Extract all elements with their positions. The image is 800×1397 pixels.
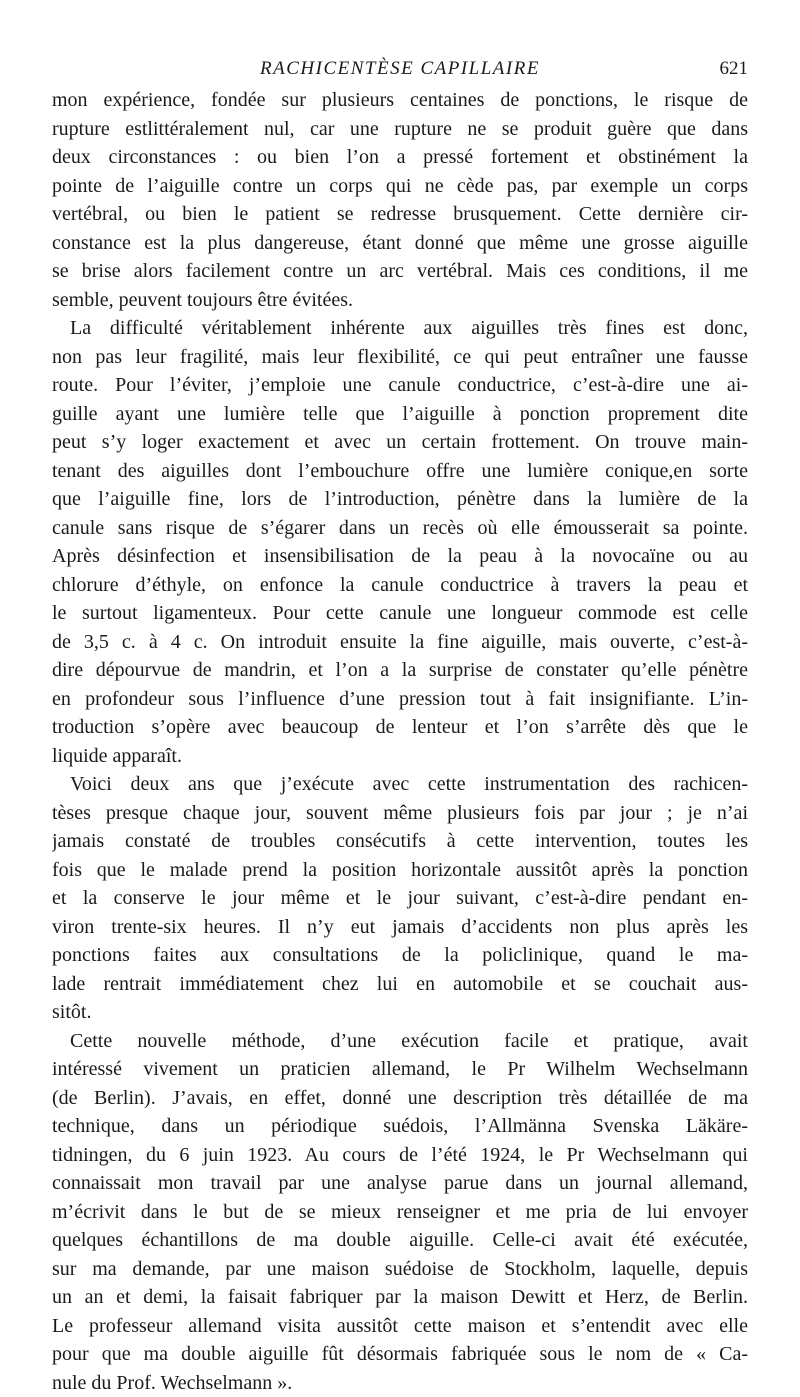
text-line: se brise alors facilement contre un arc vertébral. Mais ces conditions, il me	[52, 257, 748, 286]
text-line: guille ayant une lumière telle que l’aiguille à ponction proprement dite	[52, 400, 748, 429]
text-line: chlorure d’éthyle, on enfonce la canule conductrice à travers la peau et	[52, 571, 748, 600]
text-line: sitôt.	[52, 998, 748, 1027]
text-line: intéressé vivement un praticien allemand, le Pr Wilhelm Wechselmann	[52, 1055, 748, 1084]
text-line: tenant des aiguilles dont l’embouchure offre une lumière conique,en sorte	[52, 457, 748, 486]
page-number: 621	[720, 58, 749, 80]
text-line: tèses presque chaque jour, souvent même plusieurs fois par jour ; je n’ai	[52, 799, 748, 828]
text-line: peut s’y loger exactement et avec un certain frottement. On trouve main-	[52, 428, 748, 457]
text-line: non pas leur fragilité, mais leur flexibilité, ce qui peut entraîner une fausse	[52, 343, 748, 372]
paragraph	[52, 86, 748, 314]
text-line: le surtout ligamenteux. Pour cette canule une longueur commode est celle	[52, 599, 748, 628]
text-line: quelques échantillons de ma double aiguille. Celle-ci avait été exécutée,	[52, 1226, 748, 1255]
text-line: fois que le malade prend la position horizontale aussitôt après la ponction	[52, 856, 748, 885]
text-line: un an et demi, la faisait fabriquer par la maison Dewitt et Herz, de Berlin.	[52, 1283, 748, 1312]
text-line: viron trente-six heures. Il n’y eut jamais d’accidents non plus après les	[52, 913, 748, 942]
text-line: semble, peuvent toujours être évitées.	[52, 286, 748, 315]
paragraph	[52, 770, 748, 1027]
text-line: troduction s’opère avec beaucoup de lenteur et l’on s’arrête dès que le	[52, 713, 748, 742]
text-line: Après désinfection et insensibilisation de la peau à la novocaïne ou au	[52, 542, 748, 571]
text-line: pour que ma double aiguille fût désormais fabriquée sous le nom de « Ca-	[52, 1340, 748, 1369]
text-line: que l’aiguille fine, lors de l’introduction, pénètre dans la lumière de la	[52, 485, 748, 514]
text-line: connaissait mon travail par une analyse parue dans un journal allemand,	[52, 1169, 748, 1198]
body-text	[52, 86, 748, 1397]
text-line: ponctions faites aux consultations de la policlinique, quand le ma-	[52, 941, 748, 970]
text-line: Cette nouvelle méthode, d’une exécution facile et pratique, avait	[52, 1027, 748, 1056]
text-line: liquide apparaît.	[52, 742, 748, 771]
text-line: (de Berlin). J’avais, en effet, donné une description très détaillée de ma	[52, 1084, 748, 1113]
text-line: tidningen, du 6 juin 1923. Au cours de l’été 1924, le Pr Wechselmann qui	[52, 1141, 748, 1170]
text-line: deux circonstances : ou bien l’on a pressé fortement et obstinément la	[52, 143, 748, 172]
text-line: Le professeur allemand visita aussitôt cette maison et s’entendit avec elle	[52, 1312, 748, 1341]
running-title: RACHICENTÈSE CAPILLAIRE	[52, 58, 748, 80]
text-line: nule du Prof. Wechselmann ».	[52, 1369, 748, 1397]
text-line: route. Pour l’éviter, j’emploie une canule conductrice, c’est-à-dire une ai-	[52, 371, 748, 400]
text-line: constance est la plus dangereuse, étant donné que même une grosse aiguille	[52, 229, 748, 258]
text-line: rupture estlittéralement nul, car une rupture ne se produit guère que dans	[52, 115, 748, 144]
text-line: technique, dans un périodique suédois, l’Allmänna Svenska Läkäre-	[52, 1112, 748, 1141]
text-line: Voici deux ans que j’exécute avec cette instrumentation des rachicen-	[52, 770, 748, 799]
text-line: pointe de l’aiguille contre un corps qui ne cède pas, par exemple un corps	[52, 172, 748, 201]
text-line: de 3,5 c. à 4 c. On introduit ensuite la fine aiguille, mais ouverte, c’est-à-	[52, 628, 748, 657]
text-line: La difficulté véritablement inhérente aux aiguilles très fines est donc,	[52, 314, 748, 343]
text-line: sur ma demande, par une maison suédoise de Stockholm, laquelle, depuis	[52, 1255, 748, 1284]
text-line: dire dépourvue de mandrin, et l’on a la surprise de constater qu’elle pénètre	[52, 656, 748, 685]
paragraph	[52, 1027, 748, 1397]
text-line: lade rentrait immédiatement chez lui en automobile et se couchait aus-	[52, 970, 748, 999]
paragraph	[52, 314, 748, 770]
page-header	[52, 58, 748, 84]
text-line: mon expérience, fondée sur plusieurs centaines de ponctions, le risque de	[52, 86, 748, 115]
text-line: m’écrivit dans le but de se mieux renseigner et me pria de lui envoyer	[52, 1198, 748, 1227]
text-line: en profondeur sous l’influence d’une pression tout à fait insignifiante. L’in-	[52, 685, 748, 714]
text-line: et la conserve le jour même et le jour suivant, c’est-à-dire pendant en-	[52, 884, 748, 913]
text-line: vertébral, ou bien le patient se redresse brusquement. Cette dernière cir-	[52, 200, 748, 229]
text-line: jamais constaté de troubles consécutifs à cette intervention, toutes les	[52, 827, 748, 856]
text-line: canule sans risque de s’égarer dans un recès où elle émousserait sa pointe.	[52, 514, 748, 543]
